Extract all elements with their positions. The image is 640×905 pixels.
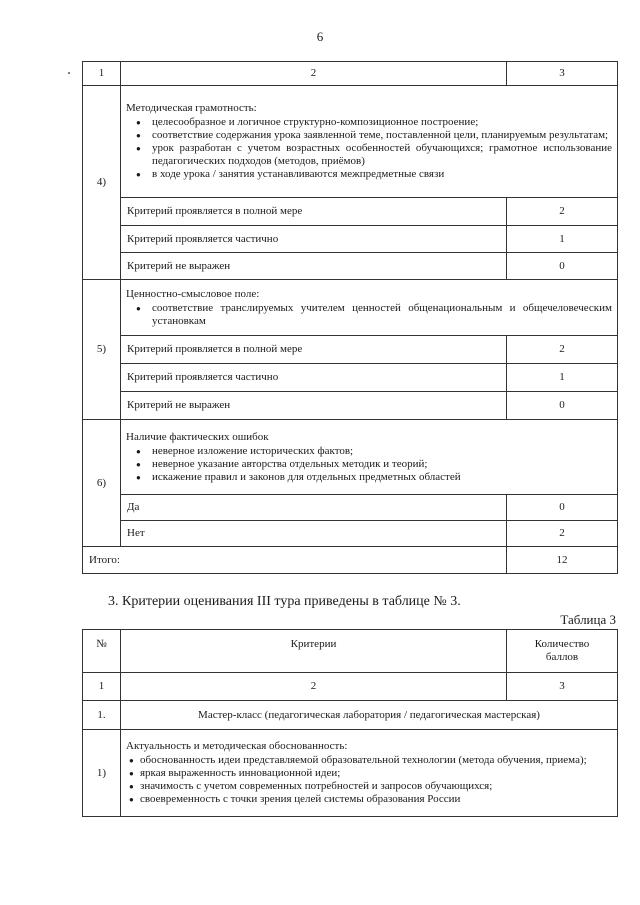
score-label: Критерий не выражен	[121, 392, 507, 420]
score-value: 0	[507, 253, 618, 280]
criterion-title: Методическая грамотность:	[126, 102, 257, 114]
table-row	[83, 253, 618, 280]
criterion-description	[121, 280, 618, 336]
score-label: Критерий проявляется частично	[121, 226, 507, 253]
table-header-row	[83, 62, 618, 86]
score-value: 2	[507, 336, 618, 364]
total-row	[83, 547, 618, 574]
table-row	[83, 521, 618, 547]
list-item: ● соответствие содержания урока заявленной теме, поставленной цели, планируемым результатам;	[126, 129, 612, 142]
criteria-table-3	[82, 629, 618, 817]
criterion-description	[121, 86, 618, 198]
table-row	[83, 198, 618, 226]
page-number: 6	[316, 29, 324, 44]
table-row	[83, 86, 618, 198]
table-row	[83, 226, 618, 253]
list-item: ● искажение правил и законов для отдельных предметных областей	[126, 471, 612, 484]
criterion-title: Ценностно-смысловое поле:	[126, 287, 260, 300]
score-label: Нет	[121, 521, 507, 547]
list-item: ● неверное указание авторства отдельных методик и теорий;	[126, 458, 612, 471]
section-number: 5)	[83, 280, 121, 420]
criterion-bullets	[126, 302, 612, 328]
criteria-table-2	[82, 61, 618, 574]
score-value: 2	[507, 198, 618, 226]
table-row	[83, 701, 618, 730]
score-label: Да	[121, 495, 507, 521]
criterion-description	[121, 730, 618, 817]
score-label: Критерий не выражен	[121, 253, 507, 280]
table-header-row	[83, 630, 618, 673]
item-number: 1)	[83, 730, 121, 817]
table-row	[83, 420, 618, 495]
list-item: ● целесообразное и логичное структурно-композиционное построение;	[126, 116, 612, 129]
table-caption: Таблица 3	[560, 612, 616, 627]
score-value: 0	[507, 392, 618, 420]
score-label: Критерий проявляется в полной мере	[121, 198, 507, 226]
section-title: Мастер-класс (педагогическая лаборатория / педагогическая мастерская)	[121, 701, 618, 730]
column-number-1: 1	[83, 673, 121, 701]
column-number-3: 3	[507, 673, 618, 701]
list-item: ● яркая выраженность инновационной идеи;	[126, 767, 612, 780]
list-item: ● соответствие транслируемых учителем ценностей общенациональным и общечеловеческим установкам	[126, 302, 612, 328]
list-item: ● в ходе урока / занятия устанавливаются межпредметные связи	[126, 168, 612, 181]
section-number: 1.	[83, 701, 121, 730]
table-row	[83, 392, 618, 420]
column-number-2: 2	[121, 673, 507, 701]
score-value: 2	[507, 521, 618, 547]
score-label: Критерий проявляется частично	[121, 364, 507, 392]
criterion-title: Наличие фактических ошибок	[126, 430, 269, 443]
list-item: ● неверное изложение исторических фактов;	[126, 445, 612, 458]
column-number-2: 2	[121, 62, 507, 86]
column-header-number: №	[83, 630, 121, 673]
score-value: 1	[507, 364, 618, 392]
list-item: ● урок разработан с учетом возрастных особенностей обучающихся; грамотное использование педагогических подходов (методов, приёмов)	[126, 142, 612, 168]
column-header-criteria: Критерии	[121, 630, 507, 673]
criterion-description	[121, 420, 618, 495]
list-item: ● своевременность с точки зрения целей системы образования России	[126, 793, 612, 806]
criterion-bullets	[126, 116, 612, 181]
score-label: Критерий проявляется в полной мере	[121, 336, 507, 364]
table-row	[83, 364, 618, 392]
scan-speck	[68, 72, 70, 74]
section-number: 4)	[83, 86, 121, 280]
list-item: ● обоснованность идеи представляемой образовательной технологии (метода обучения, приема);	[126, 754, 612, 767]
table-numbering-row	[83, 673, 618, 701]
score-value: 1	[507, 226, 618, 253]
criterion-title: Актуальность и методическая обоснованность:	[126, 740, 348, 752]
table-row	[83, 336, 618, 364]
criterion-bullets	[126, 754, 612, 806]
section-paragraph: 3. Критерии оценивания III тура приведены в таблице № 3.	[108, 594, 461, 609]
list-item: ● значимость с учетом современных потребностей и запросов обучающихся;	[126, 780, 612, 793]
column-number-1: 1	[83, 62, 121, 86]
total-label: Итого:	[83, 547, 507, 574]
section-number: 6)	[83, 420, 121, 547]
table-row	[83, 495, 618, 521]
criterion-bullets	[126, 445, 612, 484]
score-value: 0	[507, 495, 618, 521]
column-header-points: Количество баллов	[507, 630, 618, 673]
column-number-3: 3	[507, 62, 618, 86]
table-row	[83, 730, 618, 817]
total-score: 12	[507, 547, 618, 574]
table-row	[83, 280, 618, 336]
